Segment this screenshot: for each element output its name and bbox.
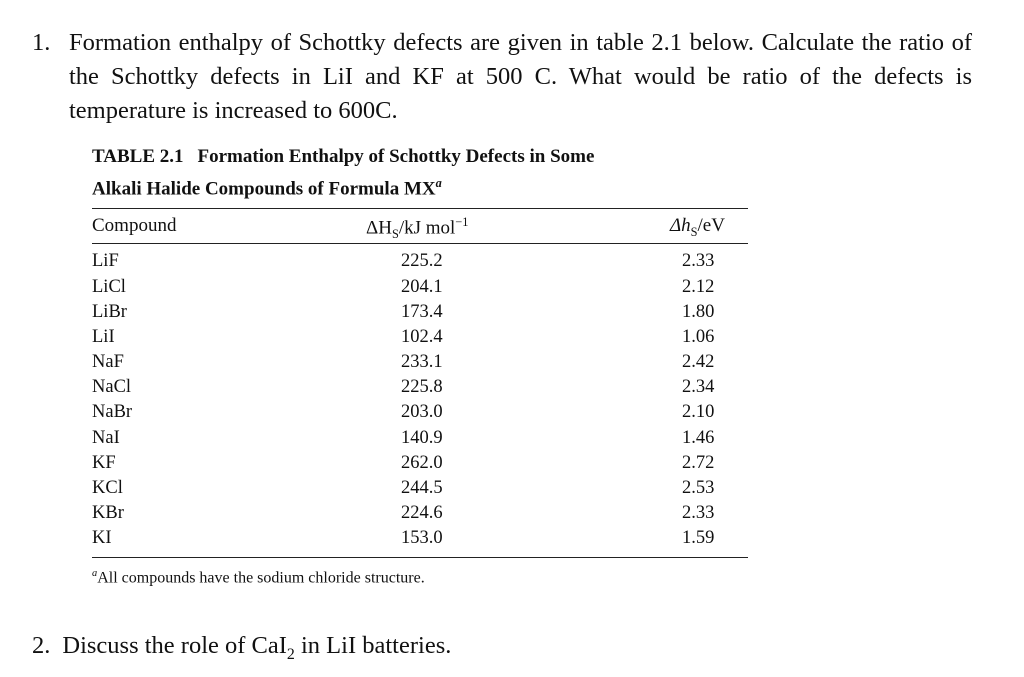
question-1 bbox=[32, 26, 972, 128]
cell-enthalpy-kj: 153.0 bbox=[401, 528, 443, 549]
cell-enthalpy-kj: 204.1 bbox=[401, 276, 443, 297]
table-title-line-2: Alkali Halide Compounds of Formula MX bbox=[92, 178, 436, 200]
header-enthalpy-ev: $\Delta h_S/eV$ bbox=[670, 215, 725, 240]
cell-compound: KF bbox=[92, 452, 116, 473]
cell-compound: LiI bbox=[92, 326, 115, 347]
cell-enthalpy-ev: 1.59 bbox=[682, 528, 715, 549]
table-footnote bbox=[92, 568, 748, 587]
header-enthalpy-kj: $\Delta H_S/kJ$ mol$^{-1}$ bbox=[366, 215, 469, 242]
cell-compound: LiBr bbox=[92, 301, 127, 322]
cell-enthalpy-ev: 2.34 bbox=[682, 377, 715, 398]
cell-enthalpy-kj: 203.0 bbox=[401, 402, 443, 423]
table-row bbox=[92, 302, 748, 327]
cell-compound: NaI bbox=[92, 427, 120, 448]
cell-compound: NaF bbox=[92, 352, 124, 373]
table-caption bbox=[92, 144, 748, 202]
cell-compound: LiF bbox=[92, 251, 119, 272]
table-title-footnote-mark: a bbox=[435, 176, 442, 190]
table-row bbox=[92, 478, 748, 503]
table-row bbox=[92, 453, 748, 478]
cell-enthalpy-kj: 224.6 bbox=[401, 503, 443, 524]
table-bottom-rule bbox=[92, 557, 748, 558]
cell-enthalpy-ev: 1.80 bbox=[682, 301, 715, 322]
cell-compound: KI bbox=[92, 528, 112, 549]
table-row bbox=[92, 428, 748, 453]
cell-enthalpy-ev: 2.53 bbox=[682, 478, 715, 499]
header-compound: Compound bbox=[92, 215, 177, 237]
cell-enthalpy-ev: 2.72 bbox=[682, 452, 715, 473]
cell-compound: KCl bbox=[92, 478, 123, 499]
question-1-number: 1. bbox=[32, 29, 51, 56]
cell-enthalpy-kj: 102.4 bbox=[401, 326, 443, 347]
cell-compound: NaCl bbox=[92, 377, 132, 398]
table-body bbox=[92, 251, 748, 553]
table-row bbox=[92, 528, 748, 553]
table-row bbox=[92, 402, 748, 427]
cell-compound: LiCl bbox=[92, 276, 126, 297]
cell-enthalpy-ev: 2.33 bbox=[682, 251, 715, 272]
cell-enthalpy-kj: 140.9 bbox=[401, 427, 443, 448]
cell-enthalpy-ev: 2.12 bbox=[682, 276, 715, 297]
cell-enthalpy-ev: 1.46 bbox=[682, 427, 715, 448]
table-row bbox=[92, 277, 748, 302]
cell-enthalpy-kj: 225.8 bbox=[401, 377, 443, 398]
table-header-row bbox=[92, 209, 748, 243]
table-title-line-1: Formation Enthalpy of Schottky Defects in Some bbox=[197, 146, 595, 167]
question-2-text: Discuss the role of CaI$_2$ in LiI batteries. bbox=[62, 632, 452, 663]
cell-enthalpy-ev: 2.10 bbox=[682, 402, 715, 423]
cell-enthalpy-kj: 173.4 bbox=[401, 301, 443, 322]
cell-enthalpy-ev: 2.33 bbox=[682, 503, 715, 524]
cell-enthalpy-kj: 233.1 bbox=[401, 352, 443, 373]
table-row bbox=[92, 251, 748, 276]
question-2 bbox=[32, 632, 451, 664]
question-1-text: Formation enthalpy of Schottky defects are given in table 2.1 below. Calculate the ratio of the Schottky defects in LiI and KF at 500 C. What would be ratio of the defects is temperature is increased to 600C. bbox=[69, 29, 972, 124]
table-2-1 bbox=[92, 144, 748, 587]
footnote-text: All compounds have the sodium chloride structure. bbox=[97, 568, 425, 586]
table-row bbox=[92, 503, 748, 528]
cell-enthalpy-kj: 262.0 bbox=[401, 452, 443, 473]
cell-compound: NaBr bbox=[92, 402, 133, 423]
table-header-rule bbox=[92, 243, 748, 244]
cell-enthalpy-kj: 225.2 bbox=[401, 251, 443, 272]
cell-enthalpy-ev: 1.06 bbox=[682, 326, 715, 347]
table-row bbox=[92, 327, 748, 352]
table-row bbox=[92, 377, 748, 402]
cell-enthalpy-kj: 244.5 bbox=[401, 478, 443, 499]
cell-enthalpy-ev: 2.42 bbox=[682, 352, 715, 373]
question-2-number: 2. bbox=[32, 632, 51, 659]
table-label: TABLE 2.1 bbox=[92, 146, 184, 167]
table-row bbox=[92, 352, 748, 377]
footnote-mark: a bbox=[92, 567, 98, 579]
cell-compound: KBr bbox=[92, 503, 124, 524]
